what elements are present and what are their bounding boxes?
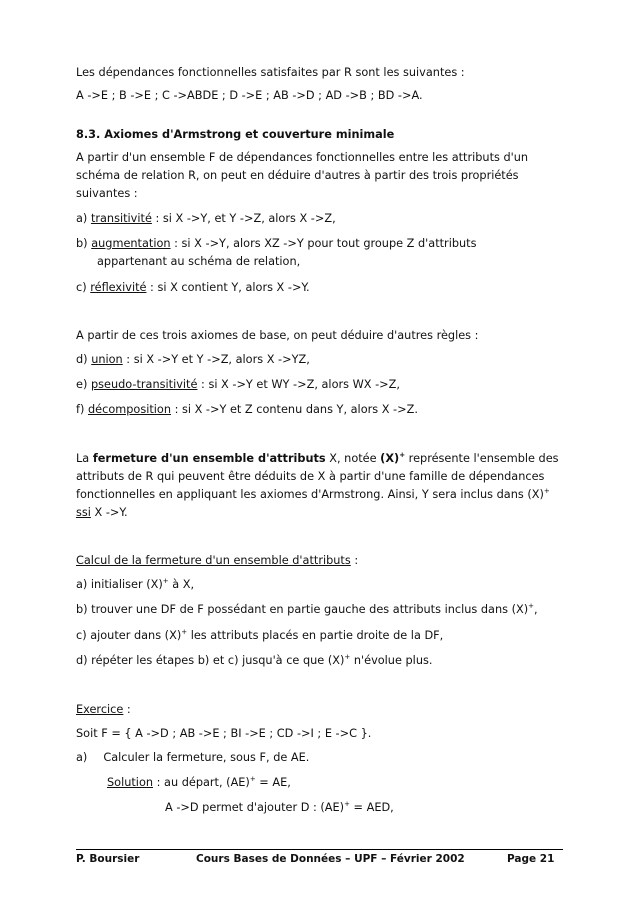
solution-text: = AED, — [349, 801, 394, 814]
calcul-title-text: Calcul de la fermeture d'un ensemble d'attributs — [76, 554, 351, 567]
calcul-text: d) répéter les étapes b) et c) jusqu'à ce que (X) — [76, 654, 345, 667]
axiom-c-term: réflexivité — [90, 281, 147, 294]
exercice-statement: Soit F = { A ->D ; AB ->E ; BI ->E ; CD ->I ; E ->C }. — [76, 727, 372, 740]
exercice-solution-step — [165, 801, 394, 815]
paragraph-armstrong-line-2: schéma de relation R, on peut en déduire d'autres à partir des trois propriétés — [76, 169, 519, 182]
section-title: 8.3. Axiomes d'Armstrong et couverture minimale — [76, 128, 395, 141]
closure-definition-line-4 — [76, 506, 128, 520]
closure-def-text: X ->Y. — [90, 506, 128, 519]
calcul-step-d — [76, 654, 432, 668]
solution-text: : au départ, (AE) — [153, 776, 250, 789]
closure-def-text: La — [76, 452, 93, 465]
footer-course: Cours Bases de Données – UPF – Février 2002 — [196, 853, 465, 865]
plus-sup: + — [344, 653, 351, 661]
exercice-question-a — [76, 751, 309, 765]
plus-sup: + — [344, 800, 350, 808]
solution-label: Solution — [107, 776, 154, 789]
paragraph-armstrong-line-3: suivantes : — [76, 187, 138, 200]
solution-text: = AE, — [255, 776, 291, 789]
rule-f-text: : si X ->Y et Z contenu dans Y, alors X ->Z. — [170, 403, 418, 416]
axiom-c-prefix: c) — [76, 281, 87, 294]
rule-pseudo-transitivity — [76, 378, 400, 392]
calcul-text: à X, — [168, 578, 195, 591]
axiom-augmentation — [76, 237, 476, 251]
exercice-solution — [107, 776, 291, 790]
closure-def-term: fermeture d'un ensemble d'attributs — [92, 452, 326, 465]
plus-sup: + — [399, 451, 406, 459]
closure-def-ssi: ssi — [76, 506, 91, 519]
rule-f-prefix: f) — [76, 403, 85, 416]
calcul-text: c) ajouter dans (X) — [76, 629, 182, 642]
rule-d-prefix: d) — [76, 353, 88, 366]
axiom-c-text: : si X contient Y, alors X ->Y. — [146, 281, 310, 294]
axiom-a-prefix: a) — [76, 212, 88, 225]
calcul-text: n'évolue plus. — [350, 654, 433, 667]
rule-e-prefix: e) — [76, 378, 88, 391]
closure-def-text: X, notée — [325, 452, 381, 465]
calcul-text: a) initialiser (X) — [76, 578, 163, 591]
axiom-reflexivity — [76, 281, 310, 295]
axiom-b-prefix: b) — [76, 237, 88, 250]
rule-union — [76, 353, 310, 367]
closure-definition-line-3 — [76, 488, 550, 502]
plus-sup: + — [543, 487, 550, 495]
axiom-transitivity — [76, 212, 336, 226]
paragraph-intro: Les dépendances fonctionnelles satisfaites par R sont les suivantes : — [76, 66, 465, 79]
exercice-title-suffix: : — [123, 703, 131, 716]
plus-sup: + — [162, 577, 169, 585]
rule-d-term: union — [91, 353, 123, 366]
closure-def-text: fonctionnelles en appliquant les axiomes d'Armstrong. Ainsi, Y sera inclus dans (X) — [76, 488, 544, 501]
rule-d-text: : si X ->Y et Y ->Z, alors X ->YZ, — [122, 353, 310, 366]
paragraph-other-rules: A partir de ces trois axiomes de base, on peut déduire d'autres règles : — [76, 329, 479, 342]
axiom-b-text: : si X ->Y, alors XZ ->Y pour tout groupe Z d'attributs — [170, 237, 477, 250]
calcul-title — [76, 554, 358, 568]
rule-e-term: pseudo-transitivité — [90, 378, 198, 391]
plus-sup: + — [528, 602, 535, 610]
axiom-b-term: augmentation — [91, 237, 171, 250]
closure-definition-line-2: attributs de R qui peuvent être déduits de X à partir d'une famille de dépendances — [76, 470, 545, 483]
calcul-text: b) trouver une DF de F possédant en partie gauche des attributs inclus dans (X) — [76, 603, 529, 616]
solution-text: A ->D permet d'ajouter D : (AE) — [165, 801, 345, 814]
calcul-title-suffix: : — [350, 554, 359, 567]
rule-f-term: décomposition — [87, 403, 171, 416]
calcul-text: les attributs placés en partie droite de la DF, — [187, 629, 444, 642]
footer-divider — [76, 849, 563, 850]
exercice-a-prefix: a) — [76, 751, 88, 764]
rule-decomposition — [76, 403, 418, 417]
footer-page-number: Page 21 — [507, 853, 555, 865]
paragraph-dependencies: A ->E ; B ->E ; C ->ABDE ; D ->E ; AB ->D ; AD ->B ; BD ->A. — [76, 89, 423, 102]
axiom-a-term: transitivité — [90, 212, 152, 225]
axiom-augmentation-continued: appartenant au schéma de relation, — [97, 255, 301, 268]
axiom-a-text: : si X ->Y, et Y ->Z, alors X ->Z, — [151, 212, 336, 225]
closure-definition-line-1 — [76, 452, 559, 466]
exercice-title-text: Exercice — [76, 703, 124, 716]
footer-author: P. Boursier — [76, 853, 140, 865]
closure-def-notation: (X) — [380, 452, 400, 465]
calcul-step-c — [76, 629, 443, 643]
plus-sup: + — [181, 628, 188, 636]
paragraph-armstrong-line-1: A partir d'un ensemble F de dépendances fonctionnelles entre les attributs d'un — [76, 151, 529, 164]
exercice-a-text: Calculer la fermeture, sous F, de AE. — [103, 751, 310, 764]
calcul-step-a — [76, 578, 194, 592]
calcul-step-b — [76, 603, 538, 617]
rule-e-text: : si X ->Y et WY ->Z, alors WX ->Z, — [197, 378, 400, 391]
plus-sup: + — [249, 775, 256, 783]
exercice-title — [76, 703, 131, 717]
closure-def-text: représente l'ensemble des — [405, 452, 559, 465]
calcul-text: , — [534, 603, 538, 616]
